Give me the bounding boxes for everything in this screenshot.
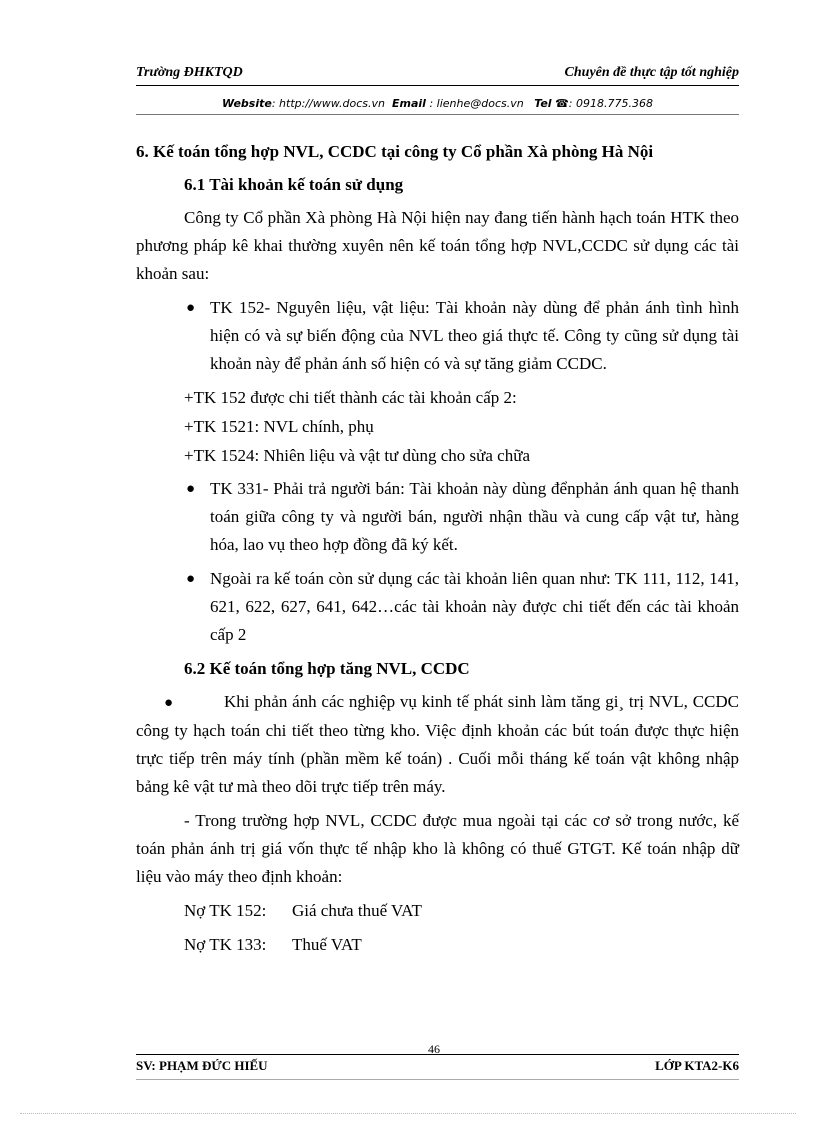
bullet-text: TK 331- Phải trả người bán: Tài khoản này dùng đểnphản ánh quan hệ thanh toán giữa công ty và người bán, người nhận thầu và cung cấp vật tư, hàng hóa, lao vụ theo hợp đồng đã ký kết.	[210, 479, 739, 554]
header-contact	[136, 97, 739, 110]
bullet-item	[136, 565, 739, 649]
running-header	[136, 63, 739, 85]
footer-rule	[136, 1054, 739, 1055]
bullet-icon: ●	[164, 695, 174, 711]
section-heading-6: 6. Kế toán tổng hợp NVL, CCDC tại công ty Cổ phần Xà phòng Hà Nội	[136, 142, 654, 161]
header-rule-2	[136, 114, 739, 115]
body-content	[136, 138, 739, 965]
website-value: : http://www.docs.vn	[271, 97, 386, 110]
bullet-item	[136, 294, 739, 378]
journal-entry	[184, 931, 739, 959]
header-school: Trường ĐHKTQD	[136, 65, 243, 80]
tel-label: Tel	[534, 97, 552, 110]
phone-icon: ☎	[555, 97, 569, 110]
bullet-icon: ●	[186, 300, 196, 316]
paragraph: Công ty Cổ phần Xà phòng Hà Nội hiện nay đang tiến hành hạch toán HTK theo phương pháp kê khai thường xuyên nên kế toán tổng hợp NVL,CCDC sử dụng các tài khoản sau:	[136, 208, 739, 283]
footer-rule-2	[136, 1079, 739, 1080]
tel-value: : 0918.775.368	[568, 97, 653, 110]
entry-account: Nợ TK 133:	[184, 935, 267, 954]
page-number: 46	[428, 1042, 440, 1056]
sub-account-line: +TK 152 được chi tiết thành các tài khoản cấp 2:	[184, 388, 517, 407]
header-title: Chuyên đề thực tập tốt nghiệp	[564, 65, 739, 80]
entry-description: Giá chưa thuế VAT	[292, 901, 422, 920]
email-label: Email	[392, 97, 426, 110]
header-rule	[136, 85, 739, 86]
page-edge-dots	[20, 1113, 796, 1114]
bullet-item	[136, 475, 739, 559]
bullet-icon: ●	[186, 571, 196, 587]
footer-class: LỚP KTA2-K6	[655, 1058, 739, 1073]
journal-entry	[184, 897, 739, 925]
bullet-icon: ●	[186, 481, 196, 497]
sub-account-line: +TK 1521: NVL chính, phụ	[184, 417, 374, 436]
bullet-text: Khi phản ánh các nghiệp vụ kinh tế phát sinh làm tăng gi¸ trị NVL, CCDC công ty hạch toán chi tiết theo từng kho. Việc định khoản các bút toán được thực hiện trực tiếp trên máy tính (phần mềm kế toán) . Cuối mỗi tháng kế toán vật không nhập bảng kê vật tư mà theo dõi trực tiếp trên máy.	[136, 692, 739, 796]
footer-student: SV: PHẠM ĐỨC HIẾU	[136, 1058, 268, 1073]
bullet-text: Ngoài ra kế toán còn sử dụng các tài khoản liên quan như: TK 111, 112, 141, 621, 622, 627, 641, 642…các tài khoản này được chi tiết đến các tài khoản cấp 2	[210, 569, 739, 644]
section-heading-6-1: 6.1 Tài khoản kế toán sử dụng	[184, 175, 404, 194]
entry-description: Thuế VAT	[292, 935, 362, 954]
email-value: : lienhe@docs.vn	[429, 97, 524, 110]
entry-account: Nợ TK 152:	[184, 901, 267, 920]
website-label: Website	[222, 97, 272, 110]
section-heading-6-2: 6.2 Kế toán tổng hợp tăng NVL, CCDC	[184, 659, 470, 678]
paragraph: - Trong trường hợp NVL, CCDC được mua ngoài tại các cơ sở trong nước, kế toán phản ánh trị giá vốn thực tế nhập kho là không có thuế GTGT. Kế toán nhập dữ liệu vào máy theo định khoản:	[136, 811, 739, 886]
sub-account-line: +TK 1524: Nhiên liệu và vật tư dùng cho sửa chữa	[184, 446, 530, 465]
bullet-text: TK 152- Nguyên liệu, vật liệu: Tài khoản này dùng để phản ánh tình hình hiện có và sự biến động của NVL theo giá thực tế. Công ty cũng sử dụng tài khoản này để phản ánh số hiện có và sự tăng giảm CCDC.	[210, 298, 739, 373]
bullet-item	[136, 688, 739, 801]
